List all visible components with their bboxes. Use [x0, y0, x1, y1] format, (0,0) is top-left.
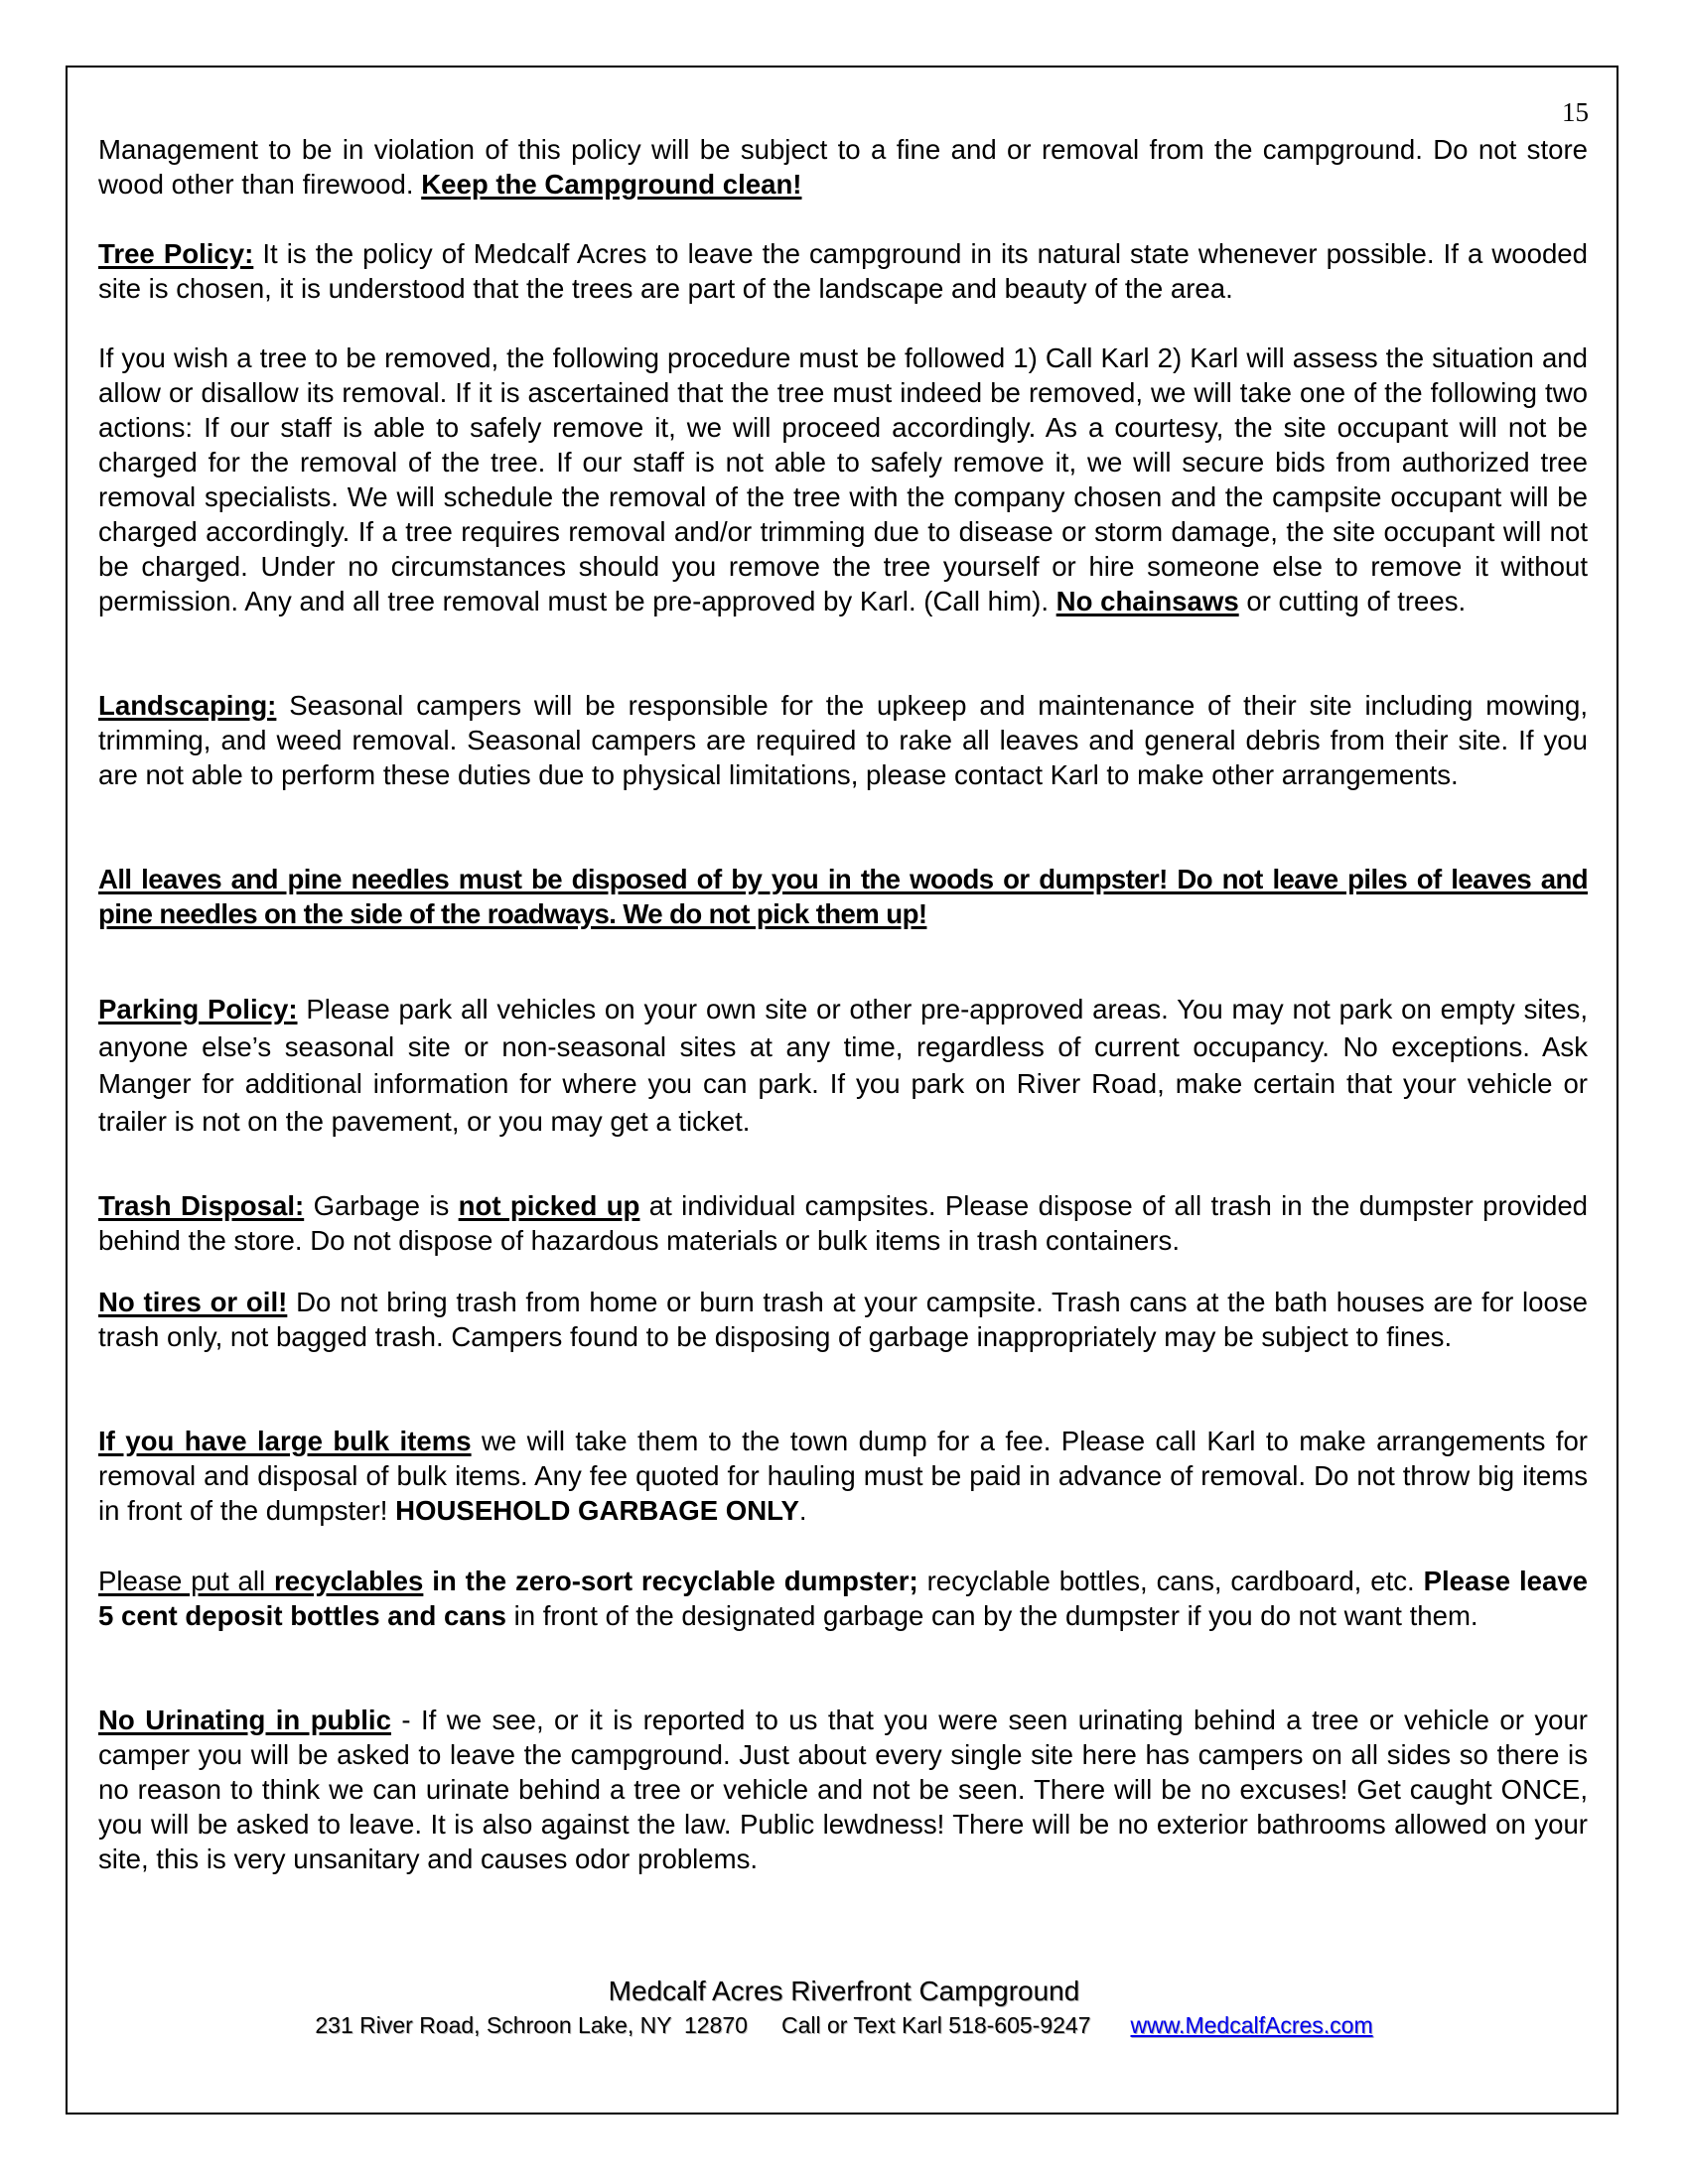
- trash-disposal-heading: Trash Disposal:: [98, 1190, 305, 1221]
- footer-contact: Call or Text Karl 518-605-9247: [780, 2012, 1091, 2038]
- website-link[interactable]: www.MedcalfAcres.com: [1130, 2012, 1373, 2038]
- tree-policy-heading: Tree Policy:: [98, 238, 254, 269]
- bulk-items-paragraph: [98, 1424, 1588, 1528]
- deposit-bottles-emphasis: Please leave 5 cent deposit bottles and cans: [98, 1566, 1589, 1631]
- tree-removal-text: If you wish a tree to be removed, the following procedure must be followed 1) Call Karl 2) Karl will assess the situation and allow or disallow its removal. If it is ascertained that the tree must indeed be removed, we will take one of the following two actions: If our staff is able to safely remove it, we will proceed accordingly. As a courtesy, the site occupant will not be charged for the removal of the tree. If our staff is not able to safely remove it, we will secure bids from authorized tree removal specialists. We will schedule the removal of the tree with the company chosen and the campsite occupant will be charged accordingly. If a tree requires removal and/or trimming due to disease or storm damage, the site occupant will not be charged. Under no circumstances should you remove the tree yourself or hire someone else to remove it without permission. Any and all tree removal must be pre-approved by Karl. (Call him).: [98, 342, 1588, 616]
- parking-policy-heading: Parking Policy:: [98, 994, 298, 1024]
- trash-disposal-text: Garbage is: [304, 1190, 459, 1221]
- leaves-notice-paragraph: [98, 862, 1588, 931]
- tree-policy-paragraph: [98, 236, 1588, 306]
- recyclables-lead-bold: recyclables: [274, 1566, 424, 1596]
- trash-disposal-paragraph: [98, 1188, 1588, 1258]
- recyclables-text-after: in front of the designated garbage can by the dumpster if you do not want them.: [505, 1600, 1478, 1631]
- bulk-items-text-after: .: [798, 1495, 807, 1526]
- intro-paragraph: [98, 132, 1588, 202]
- household-garbage-emphasis: HOUSEHOLD GARBAGE ONLY: [395, 1495, 799, 1526]
- no-urinating-text: - If we see, or it is reported to us that you were seen urinating behind a tree or vehicle or your camper you will be asked to leave the campground. Just about every single site here has campers on all sides so there is no reason to think we can urinate behind a tree or vehicle and not be seen. There will be no excuses! Get caught ONCE, you will be asked to leave. It is also against the law. Public lewdness! There will be no exterior bathrooms allowed on your site, this is very unsanitary and causes odor problems.: [98, 1705, 1588, 1874]
- page-number: 15: [1562, 97, 1589, 127]
- no-urinating-paragraph: [98, 1703, 1588, 1876]
- recyclables-lead-plain: Please put all: [98, 1566, 275, 1596]
- parking-policy-text: Please park all vehicles on your own site or other pre-approved areas. You may not park on empty sites, anyone else’s seasonal site or non-seasonal sites at any time, regardless of current occupancy. No exceptions. Ask Manger for additional information for where you can park. If you park on River Road, make certain that your vehicle or trailer is not on the pavement, or you may get a ticket.: [98, 994, 1589, 1137]
- no-tires-heading: No tires or oil!: [98, 1287, 288, 1317]
- footer-title: Medcalf Acres Riverfront Campground: [608, 1976, 1080, 2006]
- keep-clean-emphasis: Keep the Campground clean!: [421, 169, 802, 200]
- leaves-notice-text: All leaves and pine needles must be disposed of by you in the woods or dumpster! Do not leave piles of leaves and pine needles on the side of the roadways. We do not pick them up!: [98, 864, 1588, 929]
- tree-removal-paragraph: [98, 341, 1588, 618]
- footer-contact-line: [0, 2012, 1688, 2039]
- no-tires-text: Do not bring trash from home or burn trash at your campsite. Trash cans at the bath houses are for loose trash only, not bagged trash. Campers found to be disposing of garbage inappropriately may be subject to fines.: [98, 1287, 1588, 1352]
- landscaping-heading: Landscaping:: [98, 690, 277, 721]
- recyclables-lead: [98, 1566, 423, 1596]
- landscaping-paragraph: [98, 688, 1588, 792]
- bulk-items-heading: If you have large bulk items: [98, 1426, 472, 1456]
- tree-policy-text: It is the policy of Medcalf Acres to leave the campground in its natural state whenever possible. If a wooded site is chosen, it is understood that the trees are part of the landscape and beauty of the area.: [98, 238, 1589, 304]
- bulk-items-text: we will take them to the town dump for a fee. Please call Karl to make arrangements for removal and disposal of bulk items. Any fee quoted for hauling must be paid in advance of removal. Do not throw big items in front of the dumpster!: [98, 1426, 1588, 1526]
- intro-text: Management to be in violation of this policy will be subject to a fine and or removal from the campground. Do not store wood other than firewood.: [98, 134, 1588, 200]
- landscaping-text: Seasonal campers will be responsible for the upkeep and maintenance of their site including mowing, trimming, and weed removal. Seasonal campers are required to rake all leaves and general debris from their site. If you are not able to perform these duties due to physical limitations, please contact Karl to make other arrangements.: [98, 690, 1588, 790]
- zero-sort-text: in the zero-sort recyclable dumpster;: [423, 1566, 918, 1596]
- no-tires-paragraph: [98, 1285, 1588, 1354]
- no-urinating-heading: No Urinating in public: [98, 1705, 391, 1735]
- footer-address: 231 River Road, Schroon Lake, NY 12870: [315, 2012, 748, 2038]
- no-chainsaws-emphasis: No chainsaws: [1055, 586, 1239, 616]
- recyclables-paragraph: [98, 1564, 1588, 1633]
- trash-disposal-text-after: at individual campsites. Please dispose of all trash in the dumpster provided behind the store. Do not dispose of hazardous materials or bulk items in trash containers.: [98, 1190, 1589, 1256]
- not-picked-up-emphasis: not picked up: [458, 1190, 640, 1221]
- recyclables-text: recyclable bottles, cans, cardboard, etc.: [917, 1566, 1424, 1596]
- parking-policy-paragraph: [98, 991, 1588, 1140]
- tree-removal-text-after: or cutting of trees.: [1238, 586, 1467, 616]
